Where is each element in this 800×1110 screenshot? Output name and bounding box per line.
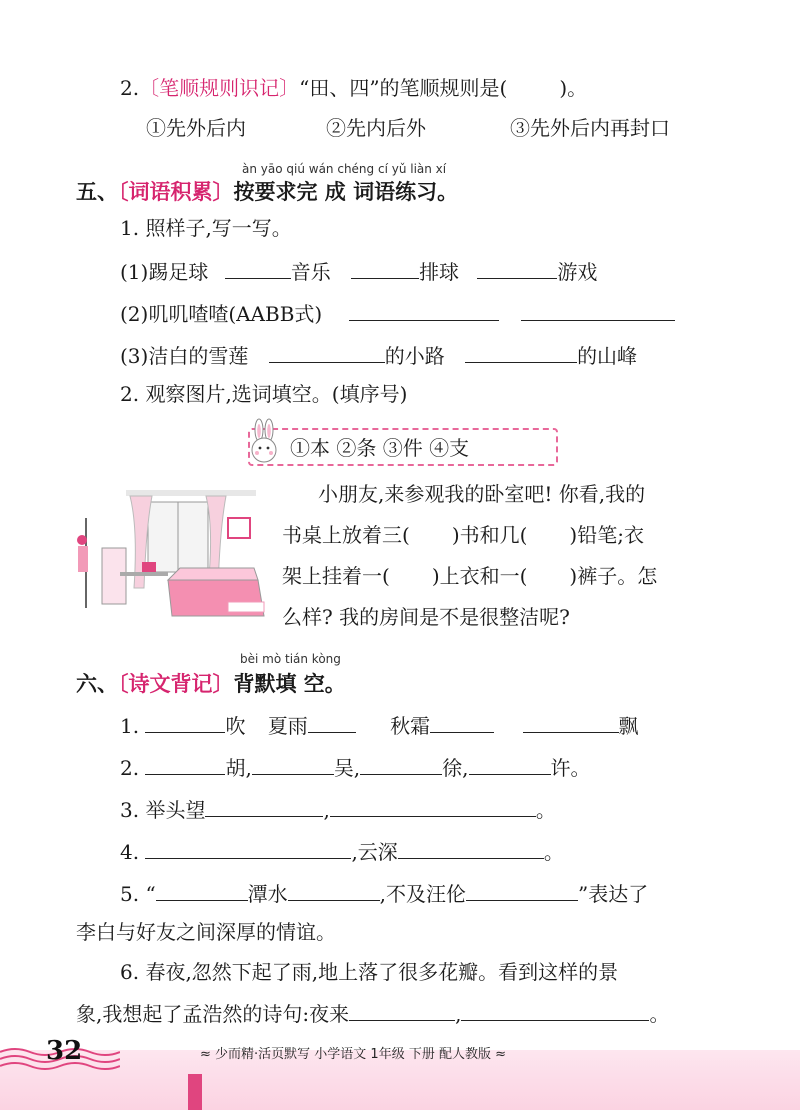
blank[interactable] <box>145 836 351 859</box>
row3-label: (3)洁白的雪莲 <box>120 344 249 368</box>
para-2b: )书和几( <box>451 523 528 547</box>
word: 秋霜 <box>390 714 431 738</box>
poem-line-6: 6. 春夜,忽然下起了雨,地上落了很多花瓣。看到这样的景 <box>120 960 619 984</box>
option-1: ①先外后内 <box>146 116 246 140</box>
row3-word1: 的小路 <box>384 344 445 368</box>
row1 <box>120 256 597 286</box>
row2 <box>120 298 675 328</box>
blank[interactable] <box>521 298 675 321</box>
para-3c: )裤子。怎 <box>569 564 658 588</box>
section5-pinyin: àn yāo qiú wán chéng cí yǔ liàn xí <box>242 162 447 176</box>
row2-label: (2)叽叽喳喳(AABB式) <box>120 302 323 326</box>
line-number: 5. “ <box>120 882 156 906</box>
word: 徐, <box>442 756 469 780</box>
blank[interactable] <box>269 340 385 363</box>
question-4-2 <box>120 74 587 102</box>
word: 夏雨 <box>267 714 308 738</box>
section-title: 背默填 空。 <box>233 671 346 696</box>
para-2a: 书桌上放着三( <box>282 523 410 547</box>
blank[interactable] <box>156 878 248 901</box>
poem-line-5-cont: 李白与好友之间深厚的情谊。 <box>76 920 336 944</box>
para-3b: )上衣和一( <box>431 564 528 588</box>
word: 象,我想起了孟浩然的诗句:夜来 <box>76 1002 350 1026</box>
poem-line-5 <box>120 878 648 908</box>
word: 。 <box>649 1002 670 1026</box>
poem-line-4 <box>120 836 564 866</box>
section-tag: 〔词语积累〕 <box>118 179 234 204</box>
line-number: 3. 举头望 <box>120 798 206 822</box>
word: 潭水 <box>247 882 288 906</box>
row3 <box>120 340 637 370</box>
blank[interactable] <box>288 878 380 901</box>
para-2c: )铅笔;衣 <box>569 523 644 547</box>
row1-word3: 游戏 <box>557 260 598 284</box>
question-close: )。 <box>559 76 588 100</box>
q5-1-title: 1. 照样子,写一写。 <box>120 216 292 240</box>
blank[interactable] <box>330 794 536 817</box>
section-title: 按要求完 成 词语练习。 <box>233 179 459 204</box>
para-line-3 <box>282 562 657 590</box>
line-number: 1. <box>120 714 140 738</box>
row3-word2: 的山峰 <box>577 344 638 368</box>
word: 吹 <box>225 714 246 738</box>
choices-text: ①本 ②条 ③件 ④支 <box>290 436 470 460</box>
blank[interactable] <box>398 836 544 859</box>
poem-line-2 <box>120 752 591 782</box>
blank[interactable] <box>145 752 225 775</box>
para-line-4: 么样? 我的房间是不是很整洁呢? <box>282 605 570 629</box>
poem-line-6-cont <box>76 998 669 1028</box>
page-number: 32 <box>46 1036 83 1066</box>
blank[interactable] <box>523 710 619 733</box>
section-number: 六、 <box>76 671 118 696</box>
topic-tag: 〔笔顺规则识记〕 <box>139 76 300 100</box>
blank[interactable] <box>461 998 649 1021</box>
word: ,不及汪伦 <box>379 882 467 906</box>
pink-bar <box>188 1074 202 1110</box>
word: ,云深 <box>351 840 398 864</box>
row1-word1: 音乐 <box>290 260 331 284</box>
blank[interactable] <box>349 998 455 1021</box>
word: 胡, <box>225 756 252 780</box>
footer-text: ≈ 少而精·活页默写 小学语文 1年级 下册 配人教版 ≈ <box>200 1047 506 1062</box>
row1-label: (1)踢足球 <box>120 260 209 284</box>
word: 。 <box>535 798 556 822</box>
section-tag: 〔诗文背记〕 <box>118 671 234 696</box>
para-3a: 架上挂着一( <box>282 564 390 588</box>
para-line-2 <box>282 521 644 549</box>
word: , <box>323 798 330 822</box>
word: 吴, <box>333 756 361 780</box>
word: 。 <box>543 840 564 864</box>
question-text: “田、四”的笔顺规则是( <box>299 76 508 100</box>
blank[interactable] <box>465 340 577 363</box>
blank[interactable] <box>308 710 356 733</box>
poem-line-3 <box>120 794 556 824</box>
poem-line-1 <box>120 710 639 740</box>
line-number: 2. <box>120 756 140 780</box>
word: 飘 <box>618 714 639 738</box>
row1-word2: 排球 <box>419 260 460 284</box>
rabbit-icon <box>244 418 284 466</box>
section-number: 五、 <box>76 179 118 204</box>
word: 许。 <box>550 756 591 780</box>
blank[interactable] <box>351 256 419 279</box>
blank[interactable] <box>205 794 323 817</box>
blank[interactable] <box>145 710 225 733</box>
q5-2-title: 2. 观察图片,选词填空。(填序号) <box>120 382 408 406</box>
section6-pinyin: bèi mò tián kòng <box>240 652 341 666</box>
blank[interactable] <box>477 256 557 279</box>
option-2: ②先内后外 <box>326 116 426 140</box>
line-number: 4. <box>120 840 140 864</box>
blank[interactable] <box>466 878 578 901</box>
blank[interactable] <box>349 298 499 321</box>
blank[interactable] <box>225 256 291 279</box>
section6-heading <box>76 668 346 698</box>
word: , <box>455 1002 462 1026</box>
word: ”表达了 <box>578 882 649 906</box>
question-number: 2. <box>120 76 140 100</box>
bedroom-illustration <box>68 488 268 626</box>
section5-heading <box>76 176 458 206</box>
para-line-1: 小朋友,来参观我的卧室吧! 你看,我的 <box>318 482 646 506</box>
blank[interactable] <box>469 752 551 775</box>
option-3: ③先外后内再封口 <box>510 116 670 140</box>
blank[interactable] <box>430 710 494 733</box>
blank[interactable] <box>360 752 442 775</box>
blank[interactable] <box>252 752 334 775</box>
